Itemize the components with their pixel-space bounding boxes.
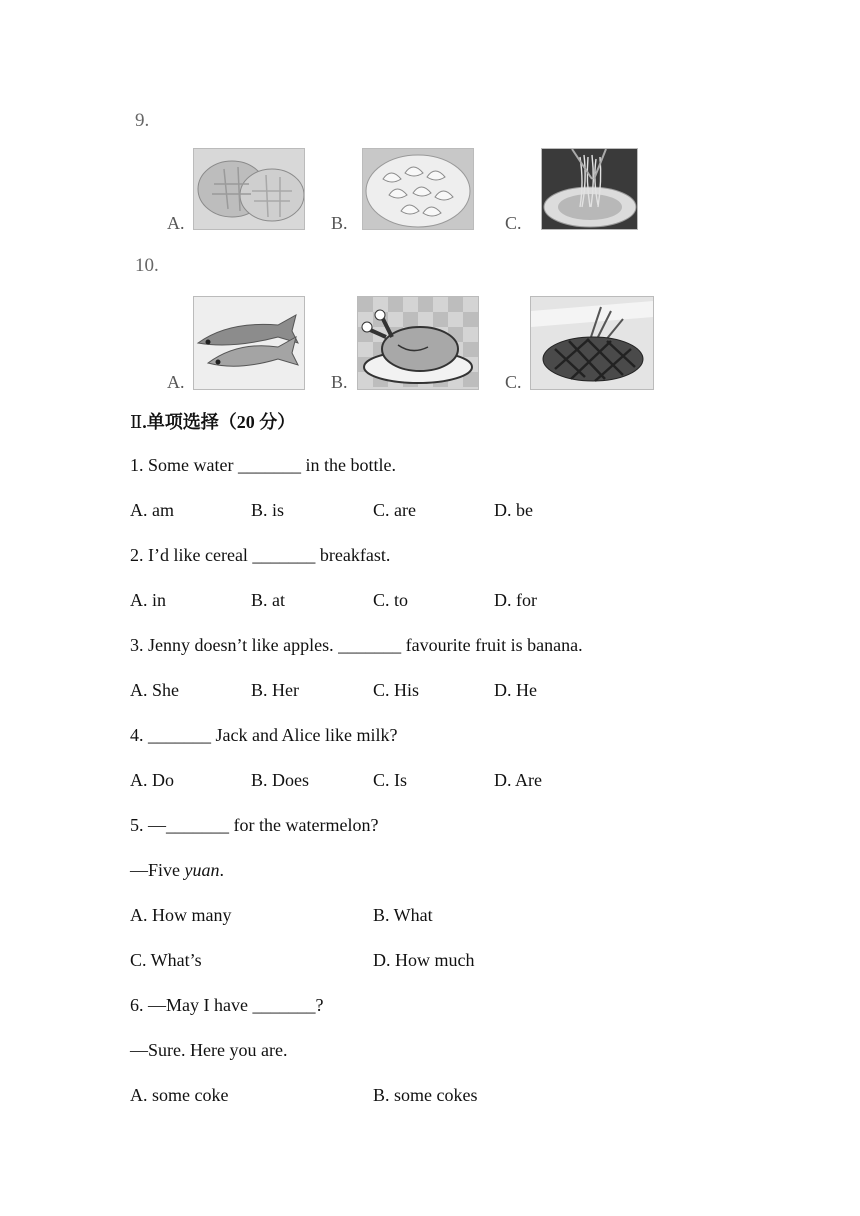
q3-option-d[interactable]: D. He bbox=[494, 680, 537, 700]
question-2-stem: 2. I’d like cereal _______ breakfast. bbox=[130, 545, 391, 565]
section-title: .单项选择（20 分） bbox=[142, 412, 296, 432]
q1-option-c[interactable]: C. are bbox=[373, 500, 416, 520]
section-roman-numeral: Ⅱ bbox=[130, 412, 143, 433]
q3-option-a[interactable]: A. She bbox=[130, 680, 179, 700]
noodles-icon[interactable] bbox=[541, 148, 638, 230]
q10-option-b-label: B. bbox=[331, 372, 348, 392]
question-6-stem: 6. —May I have _______? bbox=[130, 995, 324, 1015]
question-3-stem: 3. Jenny doesn’t like apples. _______ favourite fruit is banana. bbox=[130, 635, 583, 655]
q4-option-b[interactable]: B. Does bbox=[251, 770, 309, 790]
q5-option-a[interactable]: A. How many bbox=[130, 905, 232, 925]
dumplings-icon[interactable] bbox=[362, 148, 474, 230]
q5-option-c[interactable]: C. What’s bbox=[130, 950, 202, 970]
q2-option-d[interactable]: D. for bbox=[494, 590, 537, 610]
q4-option-c[interactable]: C. Is bbox=[373, 770, 408, 790]
q10-option-a-label: A. bbox=[167, 372, 185, 392]
q5-reply-italic: yuan bbox=[184, 860, 220, 880]
q6-option-a[interactable]: A. some coke bbox=[130, 1085, 229, 1105]
q6-option-b[interactable]: B. some cokes bbox=[373, 1085, 478, 1105]
q9-option-c-label: C. bbox=[505, 213, 522, 233]
question-5-stem: 5. —_______ for the watermelon? bbox=[130, 815, 379, 835]
chicken-icon[interactable] bbox=[357, 296, 479, 390]
section-heading bbox=[130, 408, 295, 434]
fish-icon[interactable] bbox=[193, 296, 305, 390]
q1-option-a[interactable]: A. am bbox=[130, 500, 174, 520]
q2-option-c[interactable]: C. to bbox=[373, 590, 409, 610]
q10-option-c-label: C. bbox=[505, 372, 522, 392]
question-6-reply: —Sure. Here you are. bbox=[130, 1040, 288, 1060]
q3-option-c[interactable]: C. His bbox=[373, 680, 420, 700]
q4-option-a[interactable]: A. Do bbox=[130, 770, 174, 790]
q9-option-b-label: B. bbox=[331, 213, 348, 233]
question-1-stem: 1. Some water _______ in the bottle. bbox=[130, 455, 396, 475]
question-4-stem: 4. _______ Jack and Alice like milk? bbox=[130, 725, 398, 745]
q2-option-a[interactable]: A. in bbox=[130, 590, 166, 610]
question-9-number: 9. bbox=[135, 110, 150, 131]
q3-option-b[interactable]: B. Her bbox=[251, 680, 299, 700]
q1-option-b[interactable]: B. is bbox=[251, 500, 285, 520]
q5-option-b[interactable]: B. What bbox=[373, 905, 433, 925]
question-10-number: 10. bbox=[135, 255, 159, 276]
q1-option-d[interactable]: D. be bbox=[494, 500, 533, 520]
q5-option-d[interactable]: D. How much bbox=[373, 950, 475, 970]
q9-option-a-label: A. bbox=[167, 213, 185, 233]
steak-icon[interactable] bbox=[530, 296, 654, 390]
q4-option-d[interactable]: D. Are bbox=[494, 770, 542, 790]
q2-option-b[interactable]: B. at bbox=[251, 590, 285, 610]
q5-reply-prefix: —Five bbox=[130, 860, 185, 880]
question-5-reply bbox=[130, 859, 224, 881]
bread-icon[interactable] bbox=[193, 148, 305, 230]
q5-reply-suffix: . bbox=[219, 860, 225, 880]
